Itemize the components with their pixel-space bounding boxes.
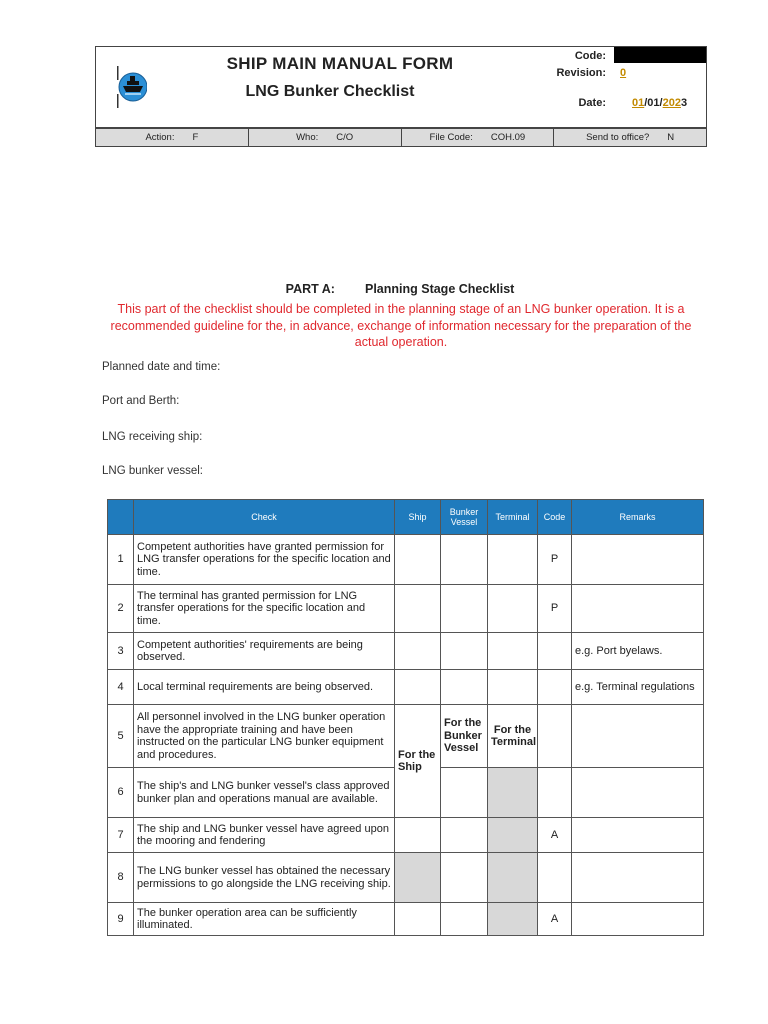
receiving-ship-label: LNG receiving ship: xyxy=(102,431,203,443)
ship-cell[interactable] xyxy=(395,818,441,853)
date-label: Date: xyxy=(578,97,606,109)
bunker-cell[interactable] xyxy=(441,670,488,705)
part-heading: PART A: Planning Stage Checklist xyxy=(285,282,515,296)
code-cell: P xyxy=(538,535,572,585)
planned-date-time-label: Planned date and time: xyxy=(102,361,221,373)
table-row: 9 The bunker operation area can be sufficiently illuminated. A xyxy=(108,903,704,936)
bunker-cell[interactable] xyxy=(441,903,488,936)
terminal-cell[interactable] xyxy=(488,633,538,670)
terminal-cell[interactable] xyxy=(488,670,538,705)
ship-cell[interactable] xyxy=(395,670,441,705)
bunker-cell[interactable] xyxy=(441,818,488,853)
meta-send-to-office: Send to office? N xyxy=(586,132,675,143)
col-bunker-vessel-header: Bunker Vessel xyxy=(441,500,488,535)
checklist-table xyxy=(107,499,704,936)
col-terminal-header: Terminal xyxy=(488,500,538,535)
ship-cell[interactable] xyxy=(395,585,441,633)
col-number-header xyxy=(108,500,134,535)
check-text: All personnel involved in the LNG bunker operation have the appropriate training and have been instructed on the particular LNG bunker equipment and procedures. xyxy=(134,705,395,768)
terminal-cell xyxy=(488,768,538,818)
table-row: 4 Local terminal requirements are being observed. e.g. Terminal regulations xyxy=(108,670,704,705)
table-row: 6 The ship's and LNG bunker vessel's class approved bunker plan and operations manual are available. xyxy=(108,768,704,818)
col-code-header: Code xyxy=(538,500,572,535)
remarks-cell[interactable] xyxy=(572,705,704,768)
ship-logo-icon xyxy=(117,66,147,108)
table-row: 7 The ship and LNG bunker vessel have agreed upon the mooring and fendering A xyxy=(108,818,704,853)
code-label: Code: xyxy=(574,50,606,62)
remarks-cell[interactable]: e.g. Port byelaws. xyxy=(572,633,704,670)
remarks-cell[interactable] xyxy=(572,585,704,633)
terminal-cell xyxy=(488,818,538,853)
check-text: Competent authorities' requirements are being observed. xyxy=(134,633,395,670)
meta-file-code: File Code: COH.09 xyxy=(402,129,555,146)
ship-cell xyxy=(395,853,441,903)
code-cell xyxy=(538,633,572,670)
form-subtitle: LNG Bunker Checklist xyxy=(245,83,415,100)
code-cell: A xyxy=(538,818,572,853)
ship-cell[interactable] xyxy=(395,535,441,585)
terminal-cell[interactable]: For the Terminal xyxy=(488,705,538,768)
check-text: The ship's and LNG bunker vessel's class approved bunker plan and operations manual are available. xyxy=(134,768,395,818)
bunker-vessel-label: LNG bunker vessel: xyxy=(102,465,203,477)
code-value-box xyxy=(614,47,706,63)
code-cell: P xyxy=(538,585,572,633)
ship-cell[interactable] xyxy=(395,903,441,936)
terminal-cell xyxy=(488,853,538,903)
check-text: Competent authorities have granted permission for LNG transfer operations for the specific location and time. xyxy=(134,535,395,585)
terminal-cell xyxy=(488,903,538,936)
check-text: The terminal has granted permission for LNG transfer operations for the specific location and time. xyxy=(134,585,395,633)
code-cell xyxy=(538,853,572,903)
code-cell xyxy=(538,705,572,768)
remarks-cell[interactable] xyxy=(572,903,704,936)
meta-action: Action: F xyxy=(96,129,249,146)
part-intro: This part of the checklist should be completed in the planning stage of an LNG bunker operation. It is a recommended guideline for the, in advance, exchange of information necessary for the preparation of the actual operation. xyxy=(110,302,692,349)
check-text: The LNG bunker vessel has obtained the necessary permissions to go alongside the LNG receiving ship. xyxy=(134,853,395,903)
code-cell xyxy=(538,670,572,705)
bunker-cell[interactable] xyxy=(441,535,488,585)
remarks-cell[interactable]: e.g. Terminal regulations xyxy=(572,670,704,705)
bunker-cell[interactable] xyxy=(441,633,488,670)
table-row: 8 The LNG bunker vessel has obtained the necessary permissions to go alongside the LNG receiving ship. xyxy=(108,853,704,903)
check-text: The ship and LNG bunker vessel have agreed upon the mooring and fendering xyxy=(134,818,395,853)
bunker-cell[interactable] xyxy=(441,853,488,903)
col-check-header: Check xyxy=(134,500,395,535)
col-remarks-header: Remarks xyxy=(572,500,704,535)
form-title: SHIP MAIN MANUAL FORM xyxy=(226,54,454,73)
revision-label: Revision: xyxy=(556,67,606,79)
remarks-cell[interactable] xyxy=(572,535,704,585)
col-ship-header: Ship xyxy=(395,500,441,535)
remarks-cell[interactable] xyxy=(572,768,704,818)
table-row: 3 Competent authorities' requirements are being observed. e.g. Port byelaws. xyxy=(108,633,704,670)
terminal-cell[interactable] xyxy=(488,535,538,585)
check-text: The bunker operation area can be sufficiently illuminated. xyxy=(134,903,395,936)
revision-value: 0 xyxy=(620,67,627,79)
remarks-cell[interactable] xyxy=(572,818,704,853)
meta-who: Who: C/O xyxy=(249,129,402,146)
bunker-cell[interactable]: For the Bunker Vessel xyxy=(441,705,488,768)
code-cell xyxy=(538,768,572,818)
table-header-row xyxy=(108,500,704,535)
port-berth-label: Port and Berth: xyxy=(102,395,180,407)
bunker-cell[interactable] xyxy=(441,768,488,818)
code-cell: A xyxy=(538,903,572,936)
ship-cell[interactable] xyxy=(395,633,441,670)
table-row: 1 Competent authorities have granted permission for LNG transfer operations for the specific location and time. P xyxy=(108,535,704,585)
check-text: Local terminal requirements are being observed. xyxy=(134,670,395,705)
ship-cell[interactable]: For the Ship xyxy=(395,705,441,818)
date-value: 01/01/2023 xyxy=(632,97,688,109)
meta-bar xyxy=(95,128,707,147)
terminal-cell[interactable] xyxy=(488,585,538,633)
table-row: 5 All personnel involved in the LNG bunker operation have the appropriate training and have been instructed on the particular LNG bunker equipment and procedures. For the Ship For the Bunker Vessel For the Terminal xyxy=(108,705,704,768)
remarks-cell[interactable] xyxy=(572,853,704,903)
table-row: 2 The terminal has granted permission for LNG transfer operations for the specific location and time. P xyxy=(108,585,704,633)
bunker-cell[interactable] xyxy=(441,585,488,633)
